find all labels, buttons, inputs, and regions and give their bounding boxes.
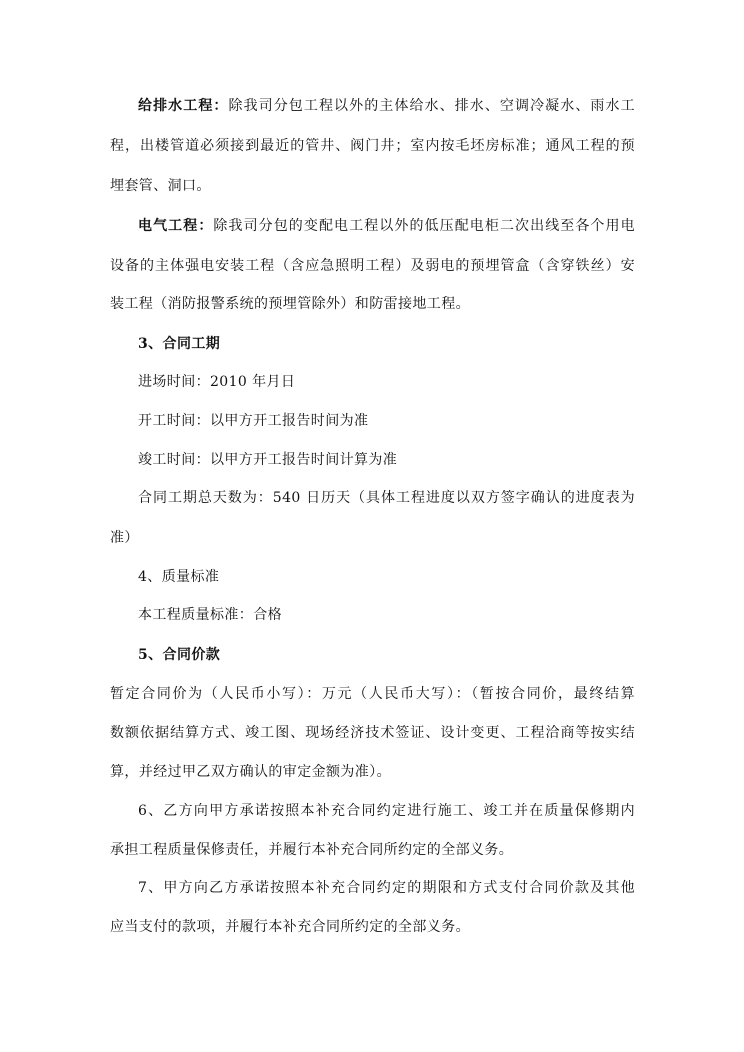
clause-6-line-1: 6、乙方向甲方承诺按照本补充合同约定进行施工、竣工并在质量保修期内 xyxy=(138,803,635,819)
electrical-works-line-3: 装工程（消防报警系统的预埋管除外）和防雷接地工程。 xyxy=(110,296,470,312)
water-works-label: 给排水工程： xyxy=(138,98,229,114)
water-works-text-1: 除我司分包工程以外的主体给水、排水、空调冷凝水、雨水工 xyxy=(228,98,635,114)
quality-standard-text: 本工程质量标准：合格 xyxy=(138,607,282,623)
electrical-works-label: 电气工程： xyxy=(138,218,214,234)
contract-period-heading: 3、合同工期 xyxy=(138,336,221,352)
water-works-line-1 xyxy=(138,96,635,116)
completion-time: 竣工时间：以甲方开工报告时间计算为准 xyxy=(138,452,398,468)
electrical-works-line-2: 设备的主体强电安装工程（含应急照明工程）及弱电的预埋管盒（含穿铁丝）安 xyxy=(110,258,635,274)
start-time: 开工时间：以甲方开工报告时间为准 xyxy=(138,413,369,429)
clause-6-line-2: 承担工程质量保修责任，并履行本补充合同所约定的全部义务。 xyxy=(110,842,514,858)
clause-7-line-2: 应当支付的款项，并履行本补充合同所约定的全部义务。 xyxy=(110,919,470,935)
quality-standard-heading: 4、质量标准 xyxy=(138,569,220,585)
electrical-works-text-1: 除我司分包的变配电工程以外的低压配电柜二次出线至各个用电 xyxy=(213,218,635,234)
contract-price-line-3: 算，并经过甲乙双方确认的审定金额为准）。 xyxy=(110,764,391,780)
entry-time: 进场时间：2010 年月日 xyxy=(138,374,296,390)
contract-price-line-2: 数额依据结算方式、竣工图、现场经济技术签证、设计变更、工程洽商等按实结 xyxy=(110,725,635,741)
clause-7-line-1: 7、甲方向乙方承诺按照本补充合同约定的期限和方式支付合同价款及其他 xyxy=(138,880,635,896)
water-works-line-2: 程，出楼管道必须接到最近的管井、阀门井；室内按毛坯房标准；通风工程的预 xyxy=(110,138,635,154)
contract-price-line-1: 暂定合同价为（人民币小写）：万元（人民币大写）：（暂按合同价，最终结算 xyxy=(110,686,635,702)
electrical-works-line-1 xyxy=(138,216,635,236)
water-works-line-3: 埋套管、洞口。 xyxy=(110,178,211,194)
total-days-line-1: 合同工期总天数为：540 日历天（具体工程进度以双方签字确认的进度表为 xyxy=(138,490,635,506)
total-days-line-2: 准） xyxy=(110,530,139,546)
contract-price-heading: 5、合同价款 xyxy=(138,647,221,663)
